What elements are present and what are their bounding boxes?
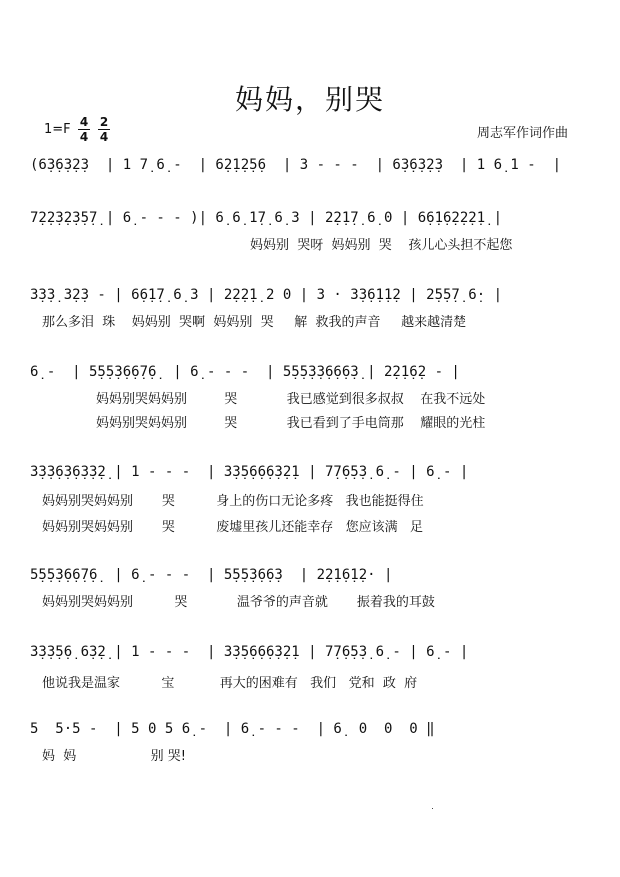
time-sig-bottom: 4 xyxy=(79,130,89,144)
notation-line: 5̣5̣5̣3̣6̣6̣7̣6̣ | 6̣ - - - | 5̣5̣5̣3̣6̣6̣3 | 2̣2̣1̣6̣1̣2· | xyxy=(30,567,393,583)
time-signature-4-4 xyxy=(78,116,90,143)
time-signature-2-4 xyxy=(98,116,110,143)
lyric-line: 那么多泪 珠 妈妈别 哭啊 妈妈别 哭 解 救我的声音 越来越清楚 xyxy=(42,315,467,330)
lyric-line: 妈妈别哭妈妈别 哭 我已看到了手电筒那 耀眼的光柱 xyxy=(96,416,486,431)
lyric-line: 妈妈别哭妈妈别 哭 废墟里孩儿还能幸存 您应该满 足 xyxy=(42,520,424,535)
lyric-line: 妈妈别哭妈妈别 哭 温爷爷的声音就 振着我的耳鼓 xyxy=(42,595,435,610)
notation-line: 5 5·5 - | 5 0 5 6̣ - | 6̣ - - - | 6̣ 0 0 0 ‖ xyxy=(30,721,435,737)
lyric-line: 妈妈别哭妈妈别 哭 我已感觉到很多叔叔 在我不远处 xyxy=(96,392,486,407)
notation-line: 3̣3̣3̣5̣6̣ 6̣3̣2̣ | 1 - - - | 3̣3̣5̣6̣6̣6̣3̣2̣1 | 7̣7̣6̣5̣3̣ 6̣ - | 6̣ - | xyxy=(30,644,469,660)
lyric-line: 他说我是温家 宝 再大的困难有 我们 党和 政 府 xyxy=(42,676,418,691)
time-sig-top: 2 xyxy=(99,115,109,129)
composer-credit: 周志军作词作曲 xyxy=(476,126,568,141)
lyric-line: 妈妈别 哭呀 妈妈别 哭 孩儿心头担不起您 xyxy=(250,238,513,253)
notation-line: 6̣ - | 5̣5̣5̣3̣6̣6̣7̣6̣ | 6̣ - - - | 5̣5̣5̣3̣3̣6̣6̣6̣3̣ | 2̣2̣1̣6̣2 - | xyxy=(30,364,460,380)
lyric-line: 妈妈别哭妈妈别 哭 身上的伤口无论多疼 我也能挺得住 xyxy=(42,494,424,509)
notation-line: 7̣2̣2̣3̣2̣3̣5̣7̣ | 6̣ - - - )| 6̣ 6̣ 1̣7̣ 6̣ 3 | 2̣2̣1̣7̣ 6̣ 0 | 6̣6̣1̣6̣2̣2̣2̣1̣ | xyxy=(30,210,503,226)
notation-line: 3̣3̣3̣ 3̣2̣3 - | 6̣6̣1̣7̣ 6̣ 3 | 2̣2̣2̣1̣ 2 0 | 3 · 3̣3̣6̣1̣1̣2 | 2̣5̣5̣7̣ 6̣· | xyxy=(30,287,503,303)
song-title: 妈妈，别哭 xyxy=(234,83,385,116)
notation-line: 3̣3̣3̣6̣3̣6̣3̣3̣2̣ | 1 - - - | 3̣3̣5̣6̣6̣6̣3̣2̣1 | 7̣7̣6̣5̣3̣ 6̣ - | 6̣ - | xyxy=(30,464,469,480)
notation-line: (6̣3̣6̣3̣2̣3 | 1 7̣ 6̣ - | 6̣2̣1̣2̣5̣6 | 3 - - - | 6̣3̣6̣3̣2̣3 | 1 6̣ 1 - | xyxy=(30,157,562,173)
time-sig-top: 4 xyxy=(79,115,89,129)
time-sig-bottom: 4 xyxy=(99,130,109,144)
key-signature: 1=F xyxy=(44,122,71,137)
lyric-line: 妈 妈 别 哭! xyxy=(42,749,186,764)
page-speck xyxy=(432,808,433,809)
